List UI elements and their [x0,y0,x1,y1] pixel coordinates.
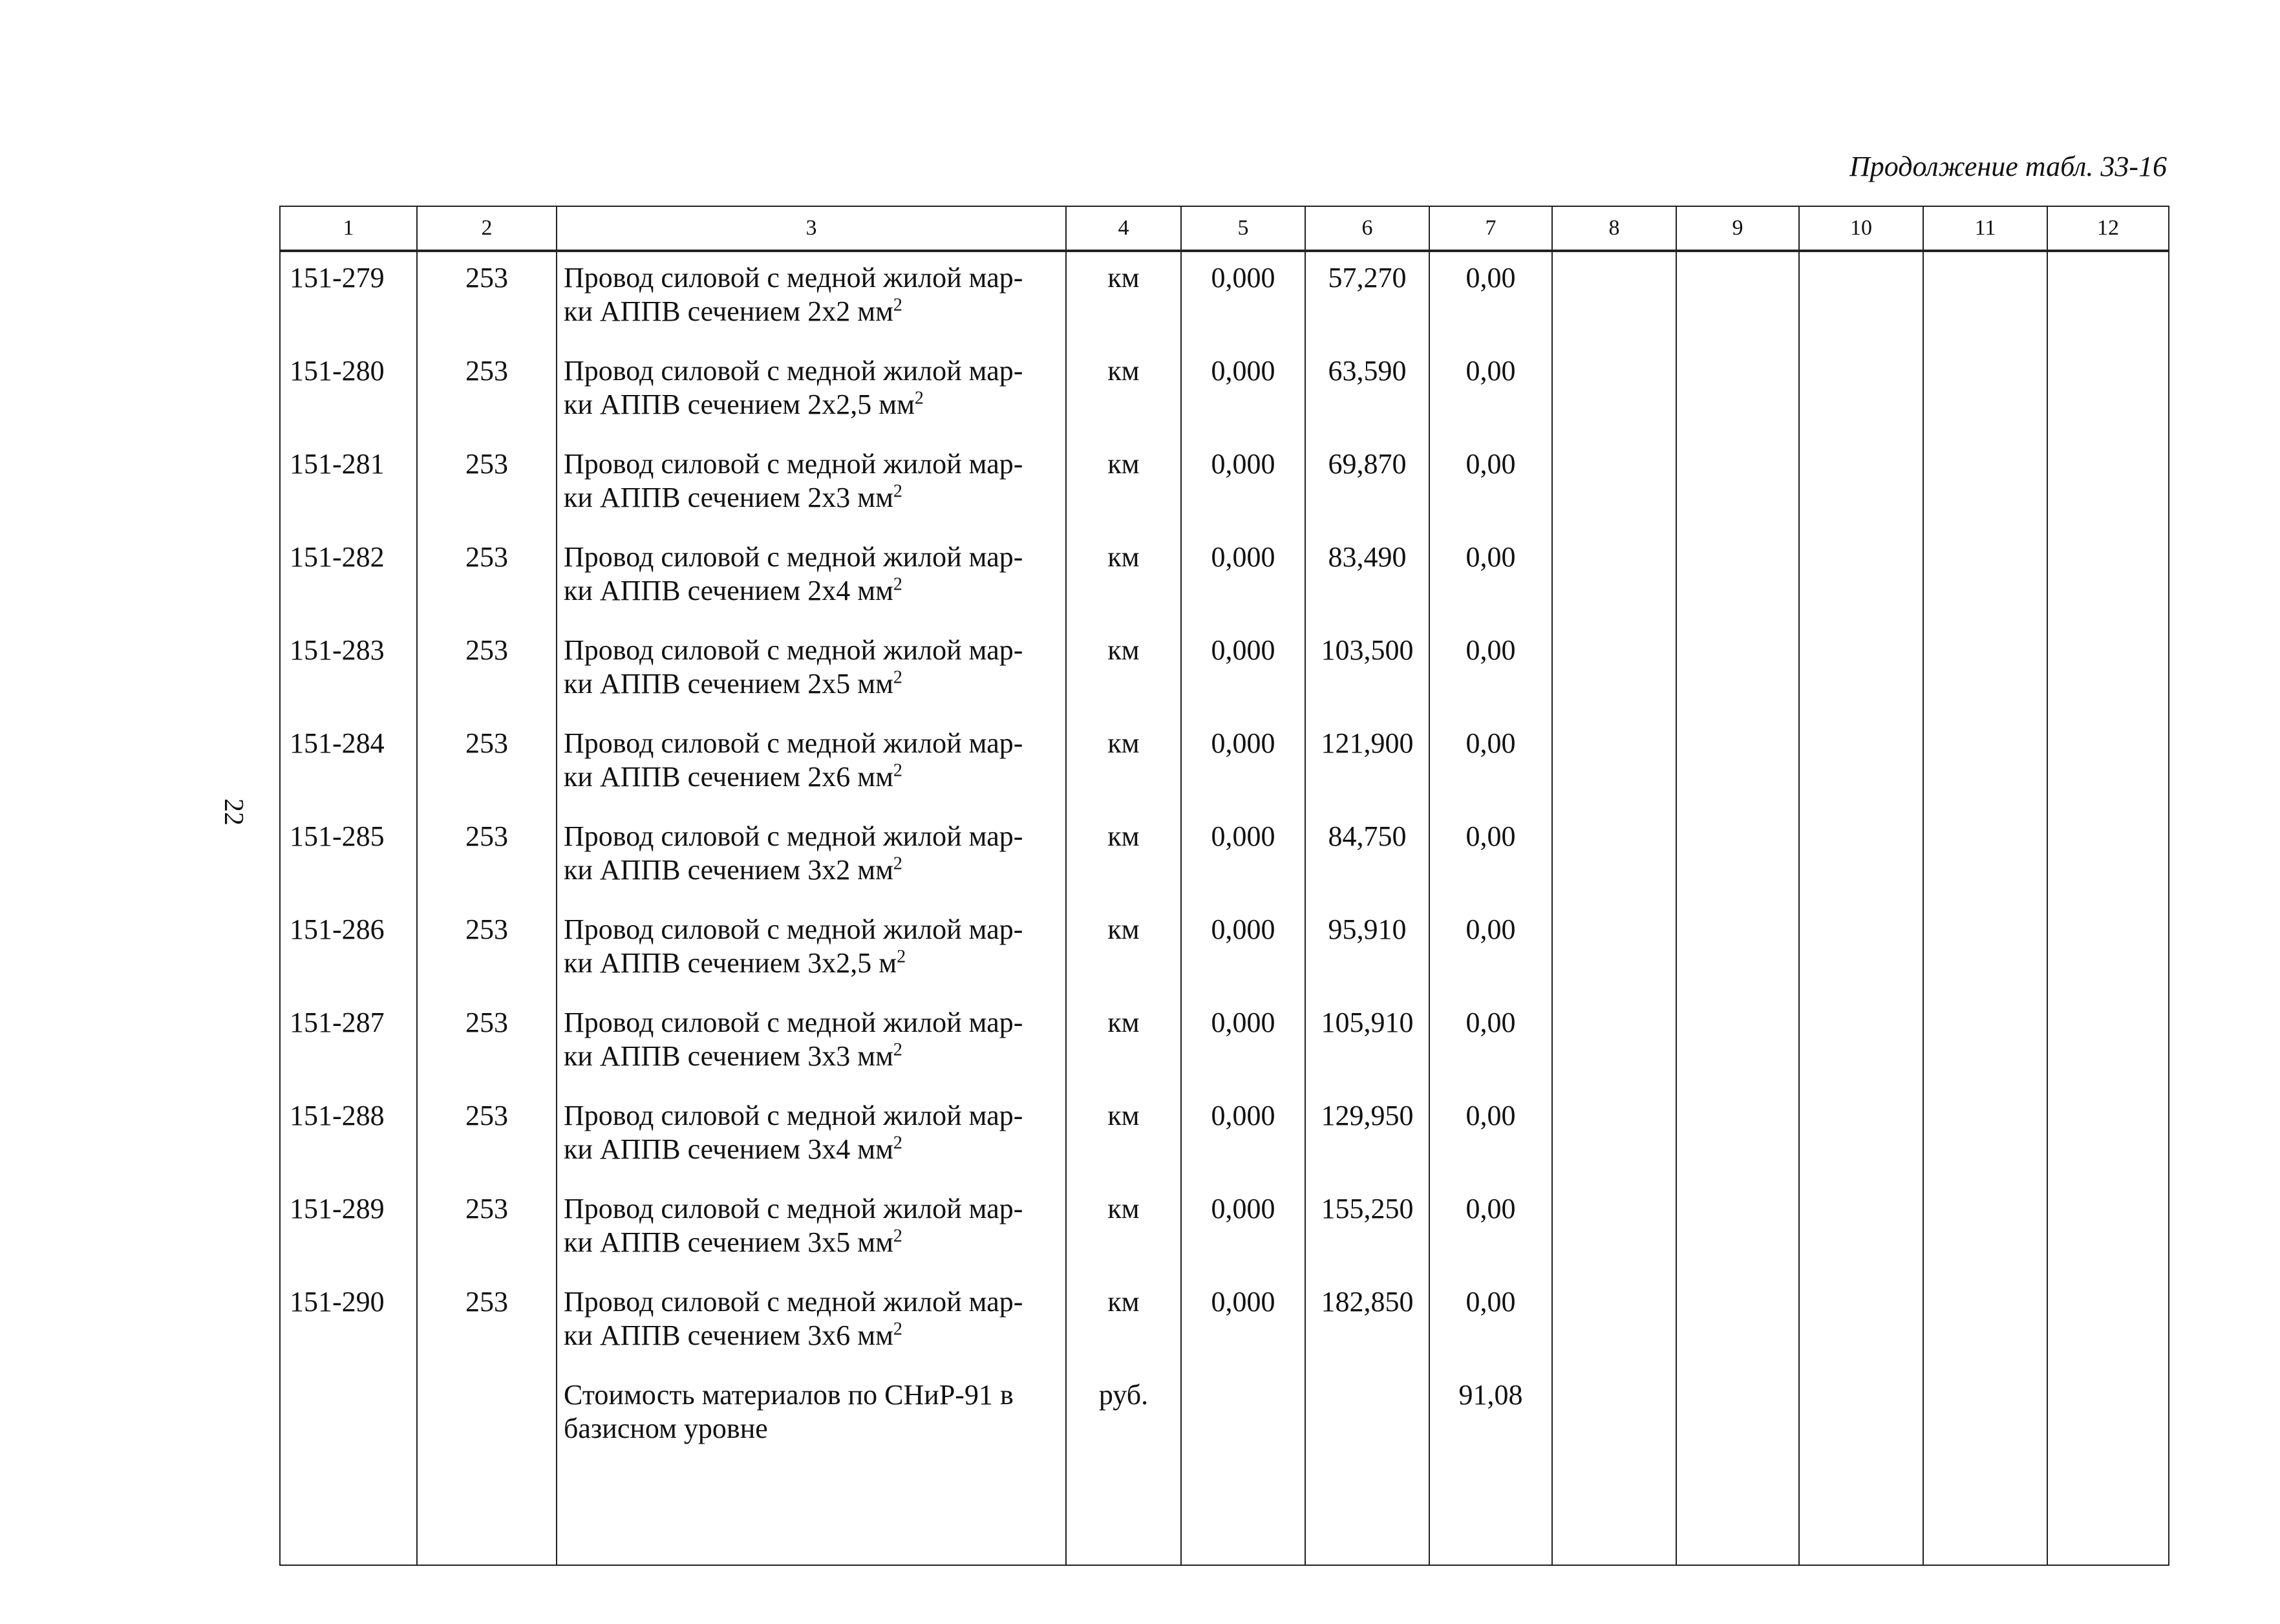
description-line: ки АППВ сечением 2х2 мм [564,295,893,327]
description-line: ки АППВ сечением 3х2,5 м [564,947,897,979]
empty-cell [1552,625,1676,718]
empty-cell [1676,718,1799,811]
header-cell: 12 [2047,206,2169,251]
description-line: Провод силовой с медной жилой мар- [564,820,1023,852]
description-cell [557,904,1066,997]
empty-cell [1552,1183,1676,1276]
code-cell: 151-284 [280,718,417,811]
unit-cell: км [1066,251,1181,345]
empty-cell [1552,251,1676,345]
empty-cell [1923,1369,2047,1565]
empty-cell [2047,625,2169,718]
description-line: ки АППВ сечением 3х5 мм [564,1226,893,1258]
description-cell [557,1276,1066,1369]
value-cell: 0,00 [1429,1183,1552,1276]
empty-cell [1552,1369,1676,1565]
number-cell: 253 [417,904,557,997]
number-cell: 253 [417,1276,557,1369]
table-body [280,251,2169,1565]
empty-cell [1552,345,1676,438]
empty-cell [1923,1183,2047,1276]
table-row [280,718,2169,811]
description-line: Провод силовой с медной жилой мар- [564,914,1023,945]
empty-cell [1799,345,1923,438]
empty-cell [1923,438,2047,531]
code-cell: 151-289 [280,1183,417,1276]
header-cell: 11 [1923,206,2047,251]
code-cell: 151-285 [280,811,417,904]
empty-cell [2047,345,2169,438]
value-cell: 0,00 [1429,438,1552,531]
empty-cell [280,1369,417,1565]
description-cell [557,997,1066,1090]
value-cell: 0,000 [1181,438,1305,531]
value-cell: 0,000 [1181,1183,1305,1276]
header-cell: 4 [1066,206,1181,251]
empty-cell [1552,997,1676,1090]
empty-cell [1923,718,2047,811]
value-cell: 0,000 [1181,1276,1305,1369]
description-line: ки АППВ сечением 2х6 мм [564,761,893,793]
empty-cell [1799,1183,1923,1276]
empty-cell [1676,1369,1799,1565]
value-cell: 83,490 [1305,531,1429,625]
description-line: Провод силовой с медной жилой мар- [564,355,1023,387]
value-cell: 0,000 [1181,904,1305,997]
empty-cell [1923,997,2047,1090]
unit-cell: км [1066,531,1181,625]
description-line: ки АППВ сечением 3х4 мм [564,1133,893,1165]
value-cell: 0,000 [1181,345,1305,438]
code-cell: 151-281 [280,438,417,531]
description-line: Провод силовой с медной жилой мар- [564,541,1023,573]
table-row [280,251,2169,345]
table-row [280,997,2169,1090]
value-cell: 105,910 [1305,997,1429,1090]
empty-cell [2047,438,2169,531]
value-cell: 0,000 [1181,531,1305,625]
table-row [280,1090,2169,1183]
description-cell [557,1183,1066,1276]
number-cell: 253 [417,251,557,345]
unit-cell: км [1066,997,1181,1090]
total-unit-cell: руб. [1066,1369,1181,1565]
number-cell: 253 [417,531,557,625]
table-row [280,531,2169,625]
description-line: ки АППВ сечением 2х5 мм [564,668,893,700]
empty-cell [1799,904,1923,997]
empty-cell [1799,1276,1923,1369]
number-cell: 253 [417,997,557,1090]
value-cell: 0,00 [1429,718,1552,811]
table-row [280,811,2169,904]
description-line: ки АППВ сечением 2х2,5 мм [564,389,915,420]
empty-cell [1923,811,2047,904]
empty-cell [1923,1276,2047,1369]
empty-cell [1676,625,1799,718]
header-cell: 7 [1429,206,1552,251]
table-row [280,1183,2169,1276]
unit-cell: км [1066,1090,1181,1183]
code-cell: 151-290 [280,1276,417,1369]
header-cell: 10 [1799,206,1923,251]
empty-cell [2047,904,2169,997]
number-cell: 253 [417,625,557,718]
empty-cell [1552,438,1676,531]
value-cell: 0,000 [1181,811,1305,904]
value-cell: 182,850 [1305,1276,1429,1369]
value-cell: 63,590 [1305,345,1429,438]
unit-cell: км [1066,1183,1181,1276]
unit-exponent: 2 [893,667,902,688]
empty-cell [1552,904,1676,997]
header-cell: 9 [1676,206,1799,251]
unit-exponent: 2 [893,1226,902,1246]
unit-exponent: 2 [893,574,902,595]
value-cell: 0,000 [1181,718,1305,811]
empty-cell [1552,811,1676,904]
empty-cell [1799,438,1923,531]
description-cell [557,438,1066,531]
value-cell: 84,750 [1305,811,1429,904]
description-line: Провод силовой с медной жилой мар- [564,1286,1023,1318]
description-line: ки АППВ сечением 3х2 мм [564,854,893,886]
empty-cell [1799,718,1923,811]
empty-cell [2047,1090,2169,1183]
unit-exponent: 2 [914,388,924,409]
unit-exponent: 2 [893,295,902,315]
value-cell: 69,870 [1305,438,1429,531]
price-table [279,206,2169,1566]
code-cell: 151-280 [280,345,417,438]
description-line: Провод силовой с медной жилой мар- [564,448,1023,480]
empty-cell [2047,531,2169,625]
empty-cell [1552,1090,1676,1183]
code-cell: 151-279 [280,251,417,345]
number-cell: 253 [417,1183,557,1276]
unit-exponent: 2 [893,853,902,874]
unit-cell: км [1066,438,1181,531]
empty-cell [1676,438,1799,531]
empty-cell [2047,1183,2169,1276]
header-cell: 1 [280,206,417,251]
empty-cell [1923,1090,2047,1183]
unit-cell: км [1066,625,1181,718]
number-cell: 253 [417,811,557,904]
header-cell: 2 [417,206,557,251]
value-cell: 0,00 [1429,1276,1552,1369]
unit-cell: км [1066,1276,1181,1369]
description-line: Провод силовой с медной жилой мар- [564,1100,1023,1131]
empty-cell [1676,531,1799,625]
description-cell [557,1090,1066,1183]
empty-cell [2047,1369,2169,1565]
total-description-line: базисном уровне [564,1413,768,1444]
empty-cell [1676,811,1799,904]
total-description-cell [557,1369,1066,1565]
header-cell: 5 [1181,206,1305,251]
empty-cell [1676,1090,1799,1183]
value-cell: 0,00 [1429,904,1552,997]
empty-cell [1676,1183,1799,1276]
unit-exponent: 2 [893,1133,902,1153]
value-cell: 129,950 [1305,1090,1429,1183]
total-row [280,1369,2169,1565]
value-cell: 0,00 [1429,997,1552,1090]
number-cell: 253 [417,1090,557,1183]
empty-cell [417,1369,557,1565]
header-cell: 6 [1305,206,1429,251]
description-line: ки АППВ сечением 2х3 мм [564,482,893,513]
value-cell: 0,00 [1429,345,1552,438]
description-cell [557,718,1066,811]
empty-cell [2047,811,2169,904]
value-cell: 0,000 [1181,1090,1305,1183]
description-line: Провод силовой с медной жилой мар- [564,634,1023,666]
empty-cell [1552,718,1676,811]
empty-cell [1676,1276,1799,1369]
empty-cell [2047,718,2169,811]
empty-cell [1676,997,1799,1090]
value-cell: 0,000 [1181,625,1305,718]
code-cell: 151-287 [280,997,417,1090]
empty-cell [1676,904,1799,997]
table-header [280,206,2169,251]
total-description-line: Стоимость материалов по СНиР-91 в [564,1379,1014,1411]
header-cell: 8 [1552,206,1676,251]
unit-exponent: 2 [893,481,902,502]
empty-cell [1923,904,2047,997]
value-cell: 0,00 [1429,625,1552,718]
empty-cell [1923,251,2047,345]
empty-cell [2047,251,2169,345]
empty-cell [1799,1369,1923,1565]
empty-cell [1799,531,1923,625]
code-cell: 151-286 [280,904,417,997]
table-row [280,625,2169,718]
value-cell: 121,900 [1305,718,1429,811]
empty-cell [2047,997,2169,1090]
table-caption: Продолжение табл. 33-16 [1849,151,2167,182]
page-number: 22 [218,798,248,826]
empty-cell [1799,811,1923,904]
empty-cell [1799,1090,1923,1183]
value-cell: 0,00 [1429,811,1552,904]
number-cell: 253 [417,345,557,438]
code-cell: 151-282 [280,531,417,625]
unit-exponent: 2 [897,946,906,967]
empty-cell [1923,531,2047,625]
empty-cell [1552,531,1676,625]
unit-cell: км [1066,811,1181,904]
description-line: ки АППВ сечением 3х6 мм [564,1320,893,1351]
description-line: Провод силовой с медной жилой мар- [564,1007,1023,1038]
empty-cell [1181,1369,1305,1565]
empty-cell [1799,997,1923,1090]
code-cell: 151-288 [280,1090,417,1183]
table-row [280,438,2169,531]
empty-cell [1552,1276,1676,1369]
table-row [280,345,2169,438]
description-line: ки АППВ сечением 2х4 мм [564,575,893,606]
description-cell [557,625,1066,718]
unit-cell: км [1066,904,1181,997]
description-line: Провод силовой с медной жилой мар- [564,262,1023,294]
value-cell: 0,000 [1181,997,1305,1090]
value-cell: 0,00 [1429,531,1552,625]
empty-cell [1305,1369,1429,1565]
number-cell: 253 [417,438,557,531]
value-cell: 0,000 [1181,251,1305,345]
unit-exponent: 2 [893,1319,902,1340]
value-cell: 0,00 [1429,1090,1552,1183]
value-cell: 95,910 [1305,904,1429,997]
value-cell: 0,00 [1429,251,1552,345]
code-cell: 151-283 [280,625,417,718]
description-line: Провод силовой с медной жилой мар- [564,1193,1023,1224]
description-cell [557,345,1066,438]
empty-cell [1923,345,2047,438]
table-row [280,904,2169,997]
empty-cell [1676,251,1799,345]
description-line: ки АППВ сечением 3х3 мм [564,1040,893,1072]
description-cell [557,531,1066,625]
unit-exponent: 2 [893,1040,902,1060]
unit-cell: км [1066,718,1181,811]
header-cell: 3 [557,206,1066,251]
value-cell: 103,500 [1305,625,1429,718]
value-cell: 155,250 [1305,1183,1429,1276]
total-value-cell: 91,08 [1429,1369,1552,1565]
empty-cell [2047,1276,2169,1369]
empty-cell [1676,345,1799,438]
description-cell [557,251,1066,345]
description-line: Провод силовой с медной жилой мар- [564,727,1023,759]
empty-cell [1799,251,1923,345]
table-row [280,1276,2169,1369]
unit-exponent: 2 [893,760,902,781]
unit-cell: км [1066,345,1181,438]
number-cell: 253 [417,718,557,811]
empty-cell [1799,625,1923,718]
description-cell [557,811,1066,904]
empty-cell [1923,625,2047,718]
value-cell: 57,270 [1305,251,1429,345]
